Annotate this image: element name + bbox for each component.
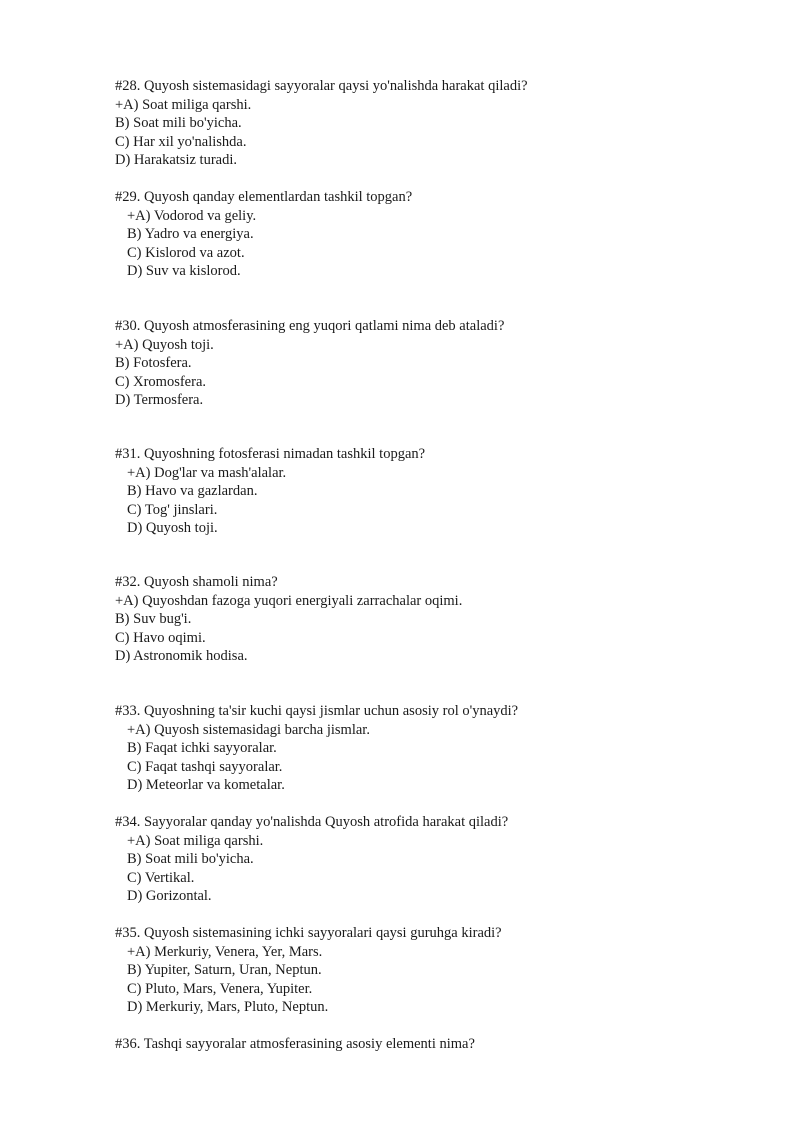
answer-option: B) Soat mili bo'yicha.: [115, 115, 242, 132]
question-title: #32. Quyosh shamoli nima?: [115, 574, 278, 590]
answer-option: C) Tog' jinslari.: [127, 501, 218, 518]
answer-option: D) Meteorlar va kometalar.: [127, 777, 285, 794]
question-title: #33. Quyoshning ta'sir kuchi qaysi jismlar uchun asosiy rol o'ynaydi?: [115, 703, 519, 719]
answer-option: C) Kislorod va azot.: [127, 244, 245, 261]
question-title: #35. Quyosh sistemasining ichki sayyoralari qaysi guruhga kiradi?: [115, 925, 502, 941]
answer-option: B) Faqat ichki sayyoralar.: [127, 740, 277, 757]
answer-option: +A) Soat miliga qarshi.: [127, 832, 264, 849]
answer-option: B) Soat mili bo'yicha.: [127, 851, 254, 868]
answer-option: C) Har xil yo'nalishda.: [115, 133, 247, 150]
answer-option: C) Faqat tashqi sayyoralar.: [127, 758, 283, 775]
question-title: #28. Quyosh sistemasidagi sayyoralar qaysi yo'nalishda harakat qiladi?: [115, 78, 528, 94]
answer-option: +A) Vodorod va geliy.: [127, 207, 257, 224]
question-title: #36. Tashqi sayyoralar atmosferasining asosiy elementi nima?: [115, 1036, 475, 1052]
answer-option: C) Pluto, Mars, Venera, Yupiter.: [127, 980, 313, 997]
answer-option: +A) Quyosh sistemasidagi barcha jismlar.: [127, 721, 370, 738]
answer-option: +A) Soat miliga qarshi.: [115, 96, 252, 113]
answer-option: B) Yadro va energiya.: [127, 226, 254, 243]
question-31: [115, 445, 425, 538]
question-30: [115, 317, 504, 410]
answer-option: B) Suv bug'i.: [115, 611, 192, 628]
answer-option: +A) Dog'lar va mash'alalar.: [127, 464, 287, 481]
answer-option: D) Gorizontal.: [127, 888, 212, 905]
answer-option: D) Merkuriy, Mars, Pluto, Neptun.: [127, 999, 329, 1016]
answer-option: +A) Merkuriy, Venera, Yer, Mars.: [127, 943, 323, 960]
answer-option: D) Quyosh toji.: [127, 520, 218, 537]
answer-option: D) Astronomik hodisa.: [115, 648, 248, 665]
question-title: #34. Sayyoralar qanday yo'nalishda Quyosh atrofida harakat qiladi?: [115, 814, 509, 830]
question-33: [115, 702, 518, 795]
answer-option: B) Havo va gazlardan.: [127, 483, 258, 500]
answer-option: D) Harakatsiz turadi.: [115, 152, 237, 169]
answer-option: C) Vertikal.: [127, 869, 195, 886]
answer-option: B) Fotosfera.: [115, 355, 192, 372]
answer-option: B) Yupiter, Saturn, Uran, Neptun.: [127, 962, 322, 979]
question-title: #30. Quyosh atmosferasining eng yuqori qatlami nima deb ataladi?: [115, 318, 505, 334]
answer-option: C) Havo oqimi.: [115, 629, 206, 646]
answer-option: D) Termosfera.: [115, 392, 204, 409]
question-35: [115, 924, 502, 1017]
question-title: #29. Quyosh qanday elementlardan tashkil topgan?: [115, 189, 413, 205]
question-34: [115, 813, 508, 906]
answer-option: +A) Quyoshdan fazoga yuqori energiyali zarrachalar oqimi.: [115, 592, 463, 609]
question-36: [115, 1035, 475, 1054]
answer-option: +A) Quyosh toji.: [115, 336, 214, 353]
question-29: [115, 188, 412, 281]
answer-option: C) Xromosfera.: [115, 373, 207, 390]
question-title: #31. Quyoshning fotosferasi nimadan tashkil topgan?: [115, 446, 426, 462]
answer-option: D) Suv va kislorod.: [127, 263, 241, 280]
question-28: [115, 77, 528, 170]
question-32: [115, 573, 462, 666]
